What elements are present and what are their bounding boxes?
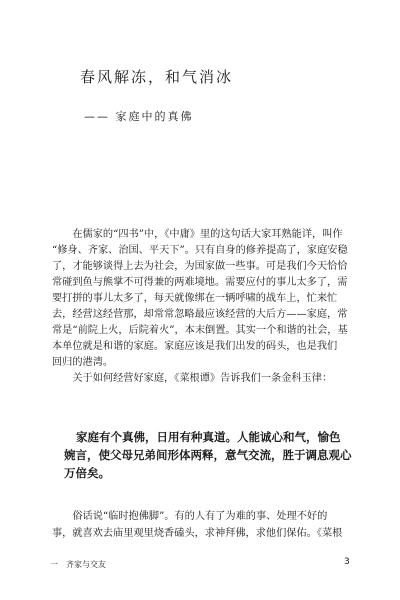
text-line: 关于如何经营好家庭，《菜根谭》告诉我们一条金科玉律： — [52, 373, 333, 384]
page-number: 3 — [344, 557, 350, 567]
running-footer-section: 一 齐家与交友 — [50, 560, 106, 569]
block-quote — [52, 428, 354, 482]
text-line: 去，经营这经营那，却常常忽略最应该经营的大后方——家庭，常 — [52, 309, 348, 320]
chapter-title: 春风解冻，和气消冰 — [80, 68, 234, 86]
quote-line: 婉言，使父母兄弟间形体两释，意气交流，胜于调息观心 — [64, 448, 352, 462]
text-line: 回归的港湾。 — [52, 357, 114, 368]
paragraph-intro — [52, 227, 354, 387]
paragraph-saying — [52, 508, 354, 542]
quote-line: 万倍矣。 — [64, 466, 110, 480]
text-line: 常碰到鱼与熊掌不可得兼的两难境地。需要应付的事儿太多了，需 — [52, 277, 348, 288]
text-line: 要打拼的事儿太多了，每天就像绑在一辆呼啸的战车上，忙来忙 — [52, 293, 338, 304]
text-line: 常是“前院上火，后院着火”，本末倒置。其实一个和谐的社会，基 — [52, 325, 348, 336]
chapter-subtitle: —— 家庭中的真佛 — [84, 110, 194, 123]
quote-line: 家庭有个真佛，日用有种真道。人能诚心和气，愉色 — [76, 430, 341, 444]
text-line: “修身、齐家、治国、平天下”。只有自身的修养提高了，家庭安稳 — [52, 245, 348, 256]
text-line: 了，才能够谈得上去为社会，为国家做一些事。可是我们今天恰恰 — [52, 261, 348, 272]
text-line: 俗话说“临时抱佛脚”。有的人有了为难的事、处理不好的 — [52, 511, 328, 522]
text-line: 本单位就是和谐的家庭。家庭应该是我们出发的码头，也是我们 — [52, 341, 338, 352]
text-line: 在儒家的“四书”中，《中庸》里的这句话大家耳熟能详，叫作 — [52, 229, 343, 240]
text-line: 事，就喜欢去庙里观里烧香磕头，求神拜佛，求他们保佑。《菜根 — [52, 528, 343, 539]
